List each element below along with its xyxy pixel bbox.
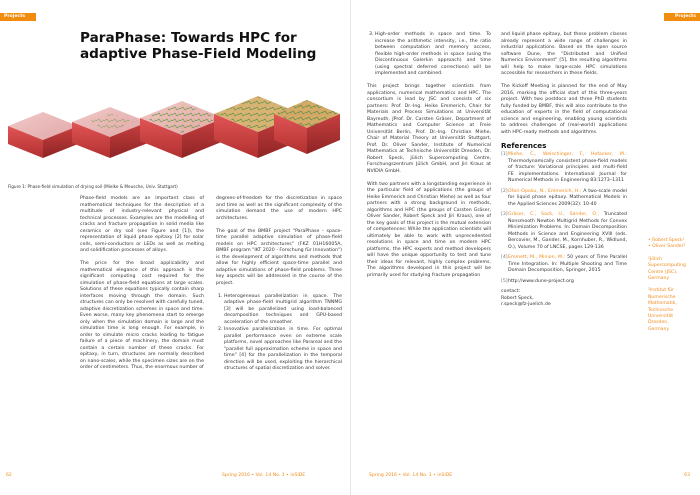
contact-name: Robert Speck, xyxy=(501,295,534,301)
contact-label: contact: xyxy=(501,289,521,294)
paragraph: Phase-field models are an important class of mathematical techniques for the description of a multitude of industry-relevant physical and technical processes. Examples are the modelling of cracks and fracture propagation in solid media like ceramics or dry soil (see Figure and [1]), the representation of liquid phase epitaxy [2] for solar cells, semi-conductors or LEDs as well as melting and solidification processes of alloys. xyxy=(80,196,204,253)
author-name: • Oliver Sander² xyxy=(648,244,686,250)
right-column-1 xyxy=(367,32,491,286)
issue-info-left: Spring 2016 • Vol. 14 No. 1 • inSiDE xyxy=(222,473,306,478)
paragraph: and liquid phase epitaxy, but these problem classes already represent a wide range of challenges in industrial applications. Based on the open source software Dune, the "Distributed and Unified Numerics Environment" [5], the resulting algorithms will help to make large-scale HPC simulations accessible for researchers in these fields. xyxy=(501,32,627,76)
reference-text: 50 years of Time Parallel Time Integration. In: Multiple Shooting and Time Domain Decomposition, Springer, 2015 xyxy=(508,255,627,273)
reference-link[interactable]: http://www.dune-project.org xyxy=(508,278,574,284)
reference-authors: Ofori-Opoku, N., Emmerich, H.: xyxy=(508,188,582,194)
list-item: 1. Heterogeneous parallelization in space. The adaptive phase-field multigrid algorithm TNNMG [3] will be parallelized using load-balanced decomposition techniques and GPU-based acceleration of the smoother. xyxy=(224,294,342,327)
paragraph: The goal of the BMBF project "ParaPhase - space-time parallel adaptive simulation of phase-field models on HPC architectures" (FKZ 01H16005A, BMBF program "IKT 2020 - Forschung für Innovation") is the development of algorithms and methods that allow for highly efficient space-time parallel and adaptive simulations of phase-field problems. Three key aspects will be addressed in the course of the project. xyxy=(216,228,342,286)
affiliation-line: Universität xyxy=(648,314,674,320)
reference-text: Thermodynamically consistent phase-field models of fracture: Variational principles and multi-field FE implementations. International Journal for Numerical Methods in Engineering 83:1273–1311 xyxy=(508,158,627,183)
affiliation-line: ¹Jülich xyxy=(648,256,663,262)
figure-block-2 xyxy=(72,107,148,158)
paragraph: With two partners with a longstanding experience in the particular field of applications (the groups of Heike Emmerich and Christian Miehe) as well as four partners with a strong background in methods, algorithms and HPC (the groups of Carsten Gräser, Oliver Sander, Robert Speck and Jiri Kraus), one of the key goals of this project is the mutual extension of competences: While the application scientists will ultimately be able to work with unprecedented resolutions in space and time on modern HPC platforms, the HPC experts and method developers will have the unique opportunity to test and tune their ideas for relevant, highly complex problems. The algorithms developed in this project will be primarily used for studying fracture propagation xyxy=(367,181,491,278)
list-item: 3. High-order methods in space and time. To increase the arithmetic intensity, i.e., the ratio between computation and memory access, flexible high-order methods in space (using the Discontinuous Galerkin approach) and time (using spectral deferred corrections) will be implemented and combined. xyxy=(375,32,491,78)
issue-info-right: Spring 2016 • Vol. 14 No. 1 • inSiDE xyxy=(369,473,453,478)
article-title: ParaPhase: Towards HPC for adaptive Phase-Field Modeling xyxy=(80,30,317,62)
left-column-2 xyxy=(216,196,342,379)
reference-authors: Gräser, C., Sack, U., Sander, O.: xyxy=(508,212,600,217)
reference-authors: Miehe, C., Welschinger, F., Hofacker, M.: xyxy=(508,152,627,157)
key-aspects-list-continued xyxy=(367,32,491,78)
section-tab-right: Projects xyxy=(664,13,700,21)
affiliation-line: Centre (JSC), xyxy=(648,269,678,275)
reference-item xyxy=(501,189,627,209)
author-sidebar xyxy=(648,238,696,333)
key-aspects-list xyxy=(216,294,342,373)
paragraph: The price for the broad applicability and mathematical elegance of this approach is the significant computing cost required for the simulation of phase-field equations at large scales. Solutions of these equations typically contain sharp interfaces moving through the domain. Such structures can only be resolved with carefully tuned, adaptive discretization schemes in space and time. Even worse, many key phenomena start to emerge only when the simulation domain is large and the simulation time is long enough. For example, in order to simulate micro cracks leading to fatigue failure of a piece of machinery, the domain must contain a certain number of these cracks. For epitaxy, in turn, structures are normally described on nano-scales, while the specimen sizes are on the order of centimeters. Thus, the enormous number of xyxy=(80,261,204,370)
figure-block-1 xyxy=(8,112,78,158)
affiliation-line: Germany xyxy=(648,276,670,282)
section-tab-left: Projects xyxy=(0,13,36,21)
reference-number: [2] xyxy=(501,188,508,194)
right-column-2 xyxy=(501,32,627,309)
affiliation-line: Germany xyxy=(648,326,670,332)
reference-text: Truncated Nonsmooth Newton Multigrid Methods for Convex Minimization Problems. In: Domain Decomposition Methods in Science and Engineering XVIII (eds. Bercovier, M., Gander, M., Kornhuber, R., Widlund, O.), Volume 70 of LNCSE, pages 129-136 xyxy=(508,212,627,250)
page-number-left: 62 xyxy=(6,473,12,478)
list-item: 2. Innovative parallelization in time. For optimal parallel performance even on extreme scale platforms, novel approaches like Parareal and the "parallel full approximation scheme in space and time" [4] for the parallelization in the temporal direction will be used, exploiting the hierarchical structures of spatial discretization and solver. xyxy=(224,327,342,373)
paragraph: degrees-of-freedom for the discretization in space and time as well as the significant complexity of the simulation demand the use of modern HPC architectures. xyxy=(216,196,342,221)
reference-number: [3] xyxy=(501,212,508,217)
reference-item xyxy=(501,255,627,275)
references-heading: References xyxy=(501,140,547,150)
left-column-1 xyxy=(80,196,204,378)
reference-authors: Emmett, M., Minion, M.: xyxy=(508,255,566,260)
affiliation-line: Supercomputing xyxy=(648,263,686,269)
author-name: • Robert Speck¹ xyxy=(648,238,685,243)
page-number-right: 63 xyxy=(684,473,690,478)
reference-item xyxy=(501,152,627,185)
affiliation-line: Technische xyxy=(648,307,674,313)
reference-item xyxy=(501,212,627,251)
phase-field-figure xyxy=(8,88,340,182)
reference-text: A two-scale model for liquid phase epitaxy. Mathematical Models in the Applied Sciences 2009(32): 10-40 xyxy=(508,188,627,207)
affiliation-line: ²Institut für xyxy=(648,288,674,294)
paragraph: The Kickoff Meeting is planned for the end of May 2016, marking the official start of this three-years project. With two postdocs and three PhD students fully funded by BMBF, this will also contribute to the education of experts in the field of computational science and engineering, enabling young scientists to address challenges of (real-world) applications with HPC-ready methods and algorithms. xyxy=(501,84,627,135)
paragraph: This project brings together scientists from applications, numerical mathematics and HPC. The consortium is lead by JSC and consists of six partners: Prof. Dr.-Ing. Heike Emmerich, Chair for Materials and Process Simulations at Universität Bayreuth, JProf. Dr. Carsten Gräser, Department of Mathematics and Computer Science at Freie Universität Berlin, Prof. Dr.-Ing. Christian Miehe, Chair of Material Theory at Universität Stuttgart, Prof. Dr. Oliver Sander, Institute of Numerical Mathematics at Technische Universität Dresden, Dr. Robert Speck, Jülich Supercomputing Centre, Forschungszentrum Jülich GmbH, and Jiri Kraus at NVIDIA GmbH. xyxy=(367,84,491,174)
reference-number: [4] xyxy=(501,255,508,260)
affiliation-line: Dresden, xyxy=(648,320,669,326)
figure-block-3 xyxy=(140,101,224,158)
right-page xyxy=(350,0,700,495)
figure-caption: Figure 1: Phase-field simulation of drying soil (Mielke & Meusche, Univ. Stuttgart) xyxy=(8,184,178,189)
affiliation-line: Mathematik, xyxy=(648,301,677,307)
reference-number: [1] xyxy=(501,152,508,157)
affiliation-line: Numerische xyxy=(648,294,676,300)
contact-email[interactable]: r.speck@fz-juelich.de xyxy=(501,302,551,307)
reference-number: [5] xyxy=(501,278,508,284)
reference-item xyxy=(501,279,627,286)
